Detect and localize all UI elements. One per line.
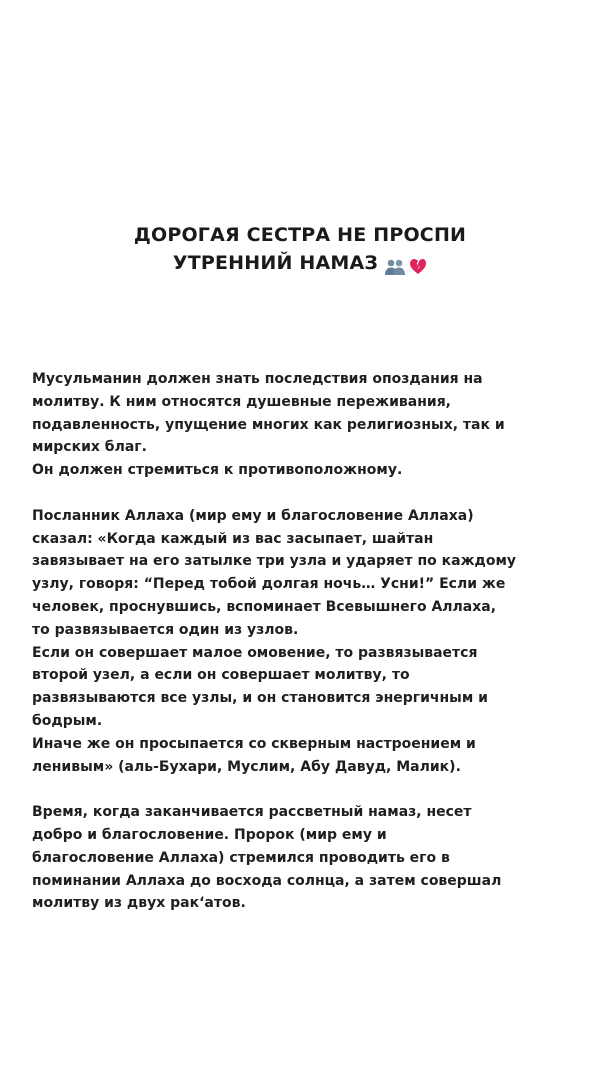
text-line: человек, проснувшись, вспоминает Всевышнего Аллаха,	[32, 598, 497, 615]
text-line: бодрым.	[32, 712, 103, 729]
text-line: завязывает на его затылке три узла и ударяет по каждому	[32, 553, 517, 570]
paragraph-dawn-prayer	[32, 801, 572, 915]
broken-heart-icon	[409, 252, 427, 280]
text-line: мирских благ.	[32, 439, 147, 456]
text-line: Он должен стремиться к противоположному.	[32, 462, 403, 479]
text-line: то развязывается один из узлов.	[32, 621, 299, 638]
page-title	[0, 221, 600, 280]
text-line: ленивым» (аль-Бухари, Муслим, Абу Давуд, Малик).	[32, 758, 461, 775]
text-line: добро и благословение. Пророк (мир ему и	[32, 826, 387, 843]
text-line: второй узел, а если он совершает молитву, то	[32, 667, 410, 684]
text-line: молитву из двух рак‘атов.	[32, 895, 246, 912]
text-line: Иначе же он просыпается со скверным настроением и	[32, 735, 476, 752]
text-line: сказал: «Когда каждый из вас засыпает, шайтан	[32, 530, 434, 547]
text-line: Мусульманин должен знать последствия опоздания на	[32, 371, 483, 387]
text-line: Посланник Аллаха (мир ему и благословение Аллаха)	[32, 507, 474, 524]
text-line: подавленность, упущение многих как религиозных, так и	[32, 416, 505, 433]
text-line: поминании Аллаха до восхода солнца, а затем совершал	[32, 872, 502, 889]
article-body	[32, 368, 572, 938]
title-line-1: ДОРОГАЯ СЕСТРА НЕ ПРОСПИ	[133, 224, 467, 246]
people-silhouette-icon	[384, 252, 406, 280]
title-line-2-wrap	[0, 249, 600, 280]
text-line: благословение Аллаха) стремился проводить его в	[32, 849, 450, 866]
text-line: узлу, говоря: “Перед тобой долгая ночь… Усни!” Если же	[32, 576, 506, 593]
paragraph-consequences	[32, 368, 572, 482]
paragraph-hadith	[32, 505, 572, 779]
title-line-2: УТРЕННИЙ НАМАЗ	[172, 252, 379, 274]
text-line: Если он совершает малое омовение, то развязывается	[32, 644, 478, 661]
text-line: молитву. К ним относятся душевные переживания,	[32, 393, 452, 410]
text-line: развязываются все узлы, и он становится энергичным и	[32, 690, 488, 707]
text-line: Время, когда заканчивается рассветный намаз, несет	[32, 804, 472, 821]
